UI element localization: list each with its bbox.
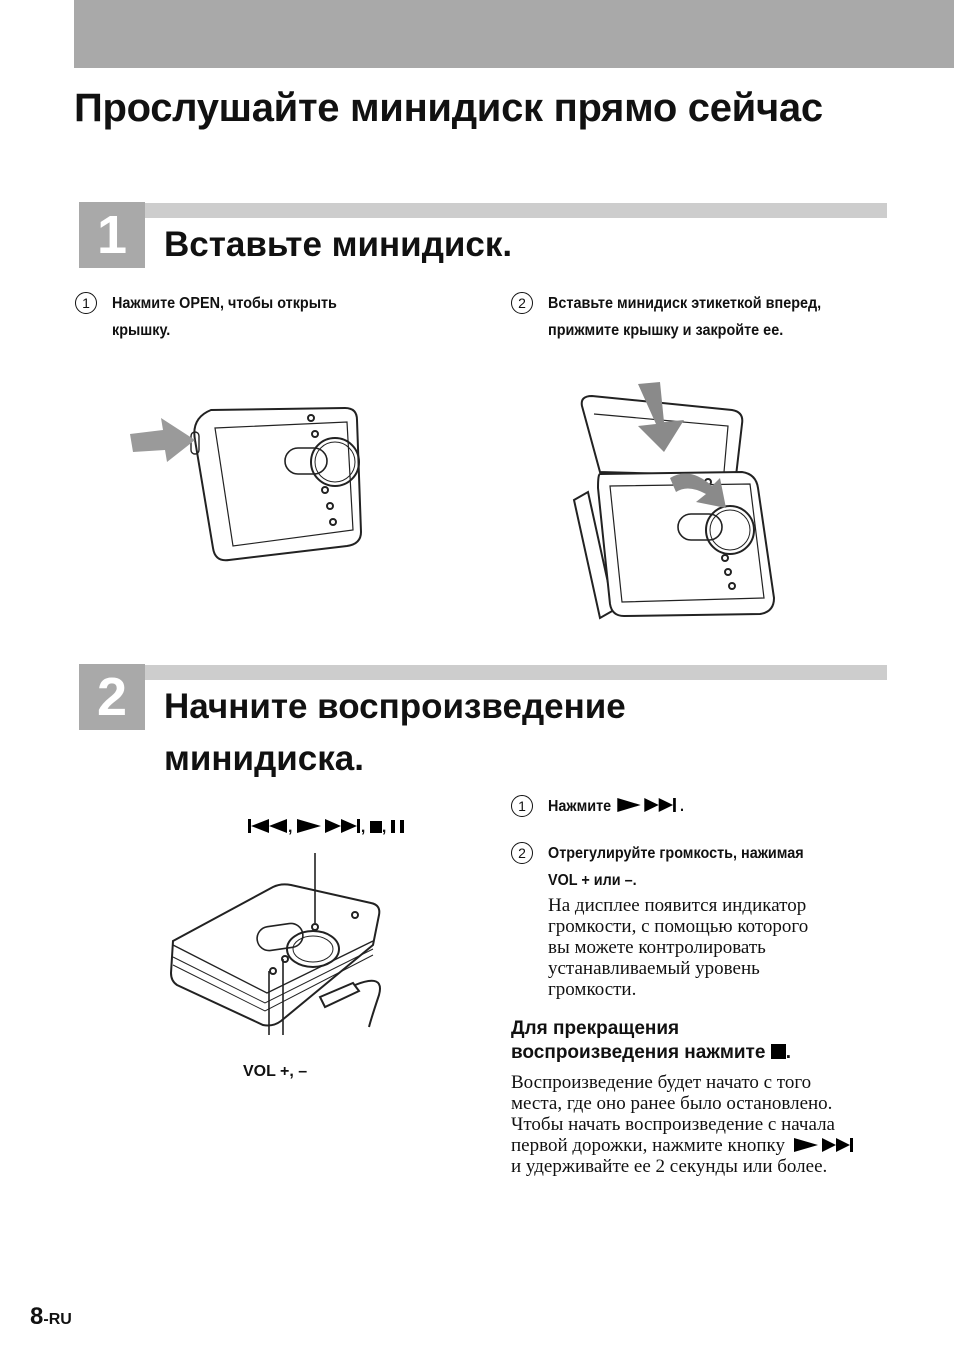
step-1-instruction-2 <box>518 290 852 344</box>
step-2-title <box>164 684 626 782</box>
vol-label: VOL +, – <box>243 1063 308 1080</box>
instruction-line: крышку. <box>112 322 171 339</box>
instruction-line: прижмите крышку и закройте ее. <box>548 322 784 339</box>
volume-description: На дисплее появится индикатор громкости, с помощью которого вы можете контролировать устанавливаемый уровень громкости. <box>548 895 809 1000</box>
circled-number: 1 <box>75 292 97 314</box>
circled-number: 2 <box>511 292 533 314</box>
press-open-illustration <box>125 400 375 570</box>
instruction-line: Нажмите OPEN, чтобы открыть <box>112 295 337 312</box>
header-bar <box>74 0 954 68</box>
circled-number: 1 <box>511 795 533 817</box>
previous-icon <box>248 819 288 833</box>
instruction-line: VOL + или –. <box>548 872 637 889</box>
player-illustration <box>165 845 395 1040</box>
step-1-instruction-1 <box>82 290 362 344</box>
pause-icon <box>391 820 405 833</box>
step-2-number: 2 <box>79 664 145 730</box>
title-line: Начните воспроизведение <box>164 687 626 726</box>
stop-heading: Для прекращения воспроизведения нажмите . <box>511 1018 791 1063</box>
page-title: Прослушайте минидиск прямо сейчас <box>74 86 823 130</box>
play-next-icon <box>297 819 361 833</box>
play-next-icon <box>615 798 680 812</box>
circled-number: 2 <box>511 842 533 864</box>
buttons-label: , , , <box>248 819 405 837</box>
stop-icon <box>370 821 382 833</box>
stop-description: Воспроизведение будет начато с того места, где оно ранее было остановлено. Чтобы начать воспроизведение с начала первой дорожки, нажмите кнопку и удерживайте ее 2 секунды или более. <box>511 1072 856 1177</box>
step-1-title: Вставьте минидиск. <box>164 225 513 264</box>
instruction-line: Нажмите . <box>548 798 684 815</box>
step-2-instruction-1 <box>518 793 699 820</box>
instruction-line: Отрегулируйте громкость, нажимая <box>548 845 804 862</box>
insert-disc-illustration <box>560 380 790 625</box>
step-1-number: 1 <box>79 202 145 268</box>
instruction-line: Вставьте минидиск этикеткой вперед, <box>548 295 822 312</box>
step-2-bar <box>145 665 887 680</box>
play-next-icon <box>790 1138 856 1152</box>
title-line: минидиска. <box>164 739 364 778</box>
stop-icon <box>771 1044 786 1059</box>
step-1-bar <box>145 203 887 218</box>
step-2-instruction-2 <box>518 840 832 894</box>
page-number: 8-RU <box>30 1303 72 1330</box>
